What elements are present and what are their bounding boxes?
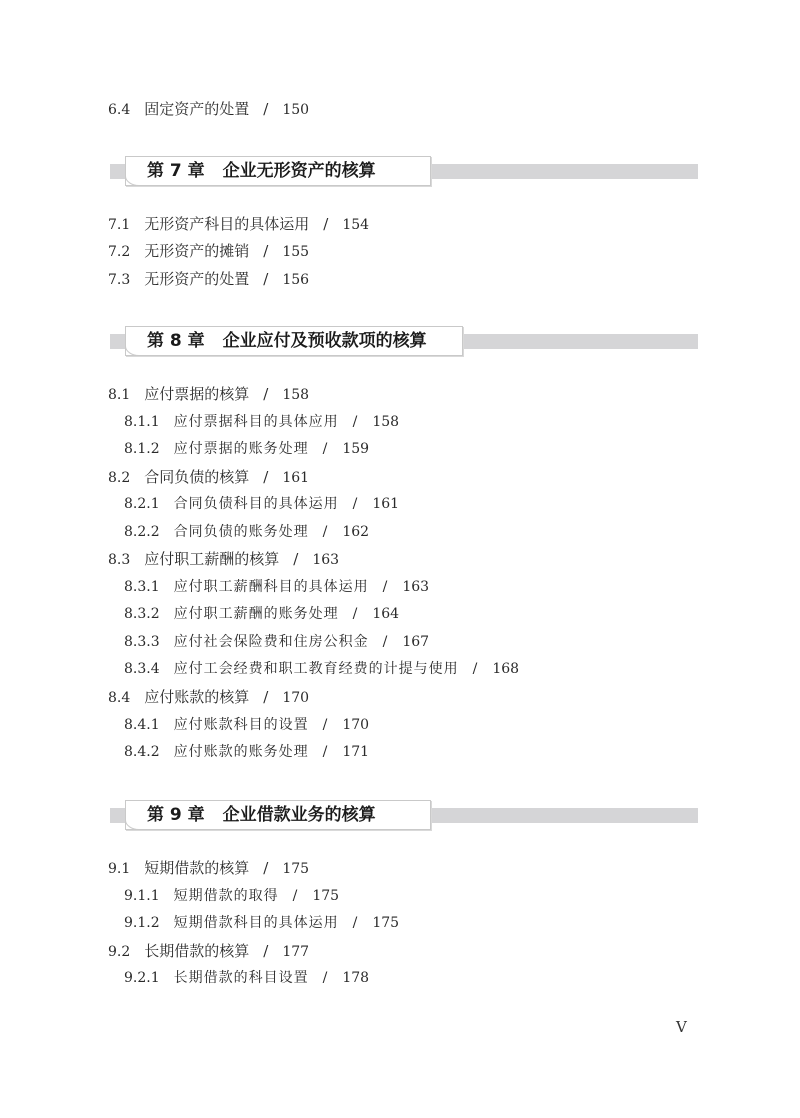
section-title: 固定资产的处置 xyxy=(144,100,250,118)
separator: / xyxy=(472,661,479,677)
toc-entry xyxy=(108,549,339,570)
toc-entry xyxy=(108,99,309,120)
toc-entry xyxy=(108,384,309,405)
chapter-heading-tab xyxy=(125,156,431,186)
separator: / xyxy=(352,915,359,931)
page-number: 175 xyxy=(312,888,340,904)
separator: / xyxy=(263,859,269,877)
section-title: 合同负债的核算 xyxy=(144,468,250,486)
toc-subentry xyxy=(124,494,399,514)
toc-subentry xyxy=(124,604,399,624)
page-number: 156 xyxy=(282,272,310,288)
chapter-label: 第 8 章 xyxy=(147,331,205,351)
toc-subentry xyxy=(124,968,369,988)
page-number: 170 xyxy=(282,690,310,706)
separator: / xyxy=(293,550,299,568)
section-number: 8.3.2 xyxy=(124,606,160,622)
section-title: 短期借款的取得 xyxy=(173,888,279,904)
section-title: 应付职工薪酬的核算 xyxy=(144,550,280,568)
toc-entry xyxy=(108,214,369,235)
section-number: 8.4.1 xyxy=(124,717,160,733)
section-number: 9.1 xyxy=(108,861,131,877)
section-title: 应付职工薪酬的账务处理 xyxy=(173,606,339,622)
chapter-title: 企业借款业务的核算 xyxy=(222,805,376,825)
section-number: 9.2.1 xyxy=(124,970,160,986)
separator: / xyxy=(263,942,269,960)
toc-subentry xyxy=(124,439,369,459)
page-number: 171 xyxy=(342,744,370,760)
separator: / xyxy=(322,441,329,457)
section-number: 8.2 xyxy=(108,470,131,486)
separator: / xyxy=(322,970,329,986)
section-title: 应付账款的核算 xyxy=(144,688,250,706)
section-title: 应付票据科目的具体应用 xyxy=(173,414,339,430)
page-number: 161 xyxy=(372,496,400,512)
page-number: 178 xyxy=(342,970,370,986)
section-number: 6.4 xyxy=(108,102,131,118)
section-number: 8.3 xyxy=(108,552,131,568)
page-number: 168 xyxy=(492,661,520,677)
chapter-heading xyxy=(147,160,376,182)
page-number: 158 xyxy=(372,414,400,430)
separator: / xyxy=(263,242,269,260)
section-number: 8.3.4 xyxy=(124,661,160,677)
page-number: 167 xyxy=(402,634,430,650)
toc-subentry xyxy=(124,886,339,906)
section-number: 8.1.1 xyxy=(124,414,160,430)
page-number: 163 xyxy=(402,579,430,595)
section-title: 应付职工薪酬科目的具体运用 xyxy=(173,579,369,595)
page-number: 154 xyxy=(342,217,370,233)
section-title: 应付工会经费和职工教育经费的计提与使用 xyxy=(173,661,459,677)
section-number: 9.1.2 xyxy=(124,915,160,931)
toc-subentry xyxy=(124,715,369,735)
toc-entry xyxy=(108,467,309,488)
separator: / xyxy=(322,524,329,540)
separator: / xyxy=(263,100,269,118)
section-number: 9.2 xyxy=(108,944,131,960)
section-number: 8.2.2 xyxy=(124,524,160,540)
toc-entry xyxy=(108,269,309,290)
page-curl-decoration xyxy=(125,345,148,356)
separator: / xyxy=(323,215,329,233)
section-number: 7.1 xyxy=(108,217,131,233)
page-number: 162 xyxy=(342,524,370,540)
section-number: 8.4 xyxy=(108,690,131,706)
page-number: 175 xyxy=(282,861,310,877)
toc-entry xyxy=(108,858,309,879)
page-number: 158 xyxy=(282,387,310,403)
section-number: 8.3.1 xyxy=(124,579,160,595)
section-title: 无形资产的摊销 xyxy=(144,242,250,260)
chapter-label: 第 7 章 xyxy=(147,161,205,181)
page-number: 155 xyxy=(282,244,310,260)
toc-subentry xyxy=(124,742,369,762)
chapter-heading xyxy=(147,804,376,826)
chapter-heading-tab xyxy=(125,800,431,830)
page-number: 177 xyxy=(282,944,310,960)
chapter-heading-tab xyxy=(125,326,463,356)
page-number: 150 xyxy=(282,102,310,118)
chapter-heading xyxy=(147,330,427,352)
section-title: 长期借款的核算 xyxy=(144,942,250,960)
toc-subentry xyxy=(124,913,399,933)
section-title: 长期借款的科目设置 xyxy=(173,970,309,986)
section-title: 应付社会保险费和住房公积金 xyxy=(173,634,369,650)
section-title: 无形资产的处置 xyxy=(144,270,250,288)
section-title: 合同负债的账务处理 xyxy=(173,524,309,540)
section-number: 8.1 xyxy=(108,387,131,403)
section-title: 合同负债科目的具体运用 xyxy=(173,496,339,512)
separator: / xyxy=(382,634,389,650)
toc-entry xyxy=(108,687,309,708)
separator: / xyxy=(322,744,329,760)
toc-subentry xyxy=(124,632,429,652)
section-title: 无形资产科目的具体运用 xyxy=(144,215,310,233)
chapter-title: 企业应付及预收款项的核算 xyxy=(222,331,427,351)
page-number: 163 xyxy=(312,552,340,568)
chapter-title: 企业无形资产的核算 xyxy=(222,161,376,181)
separator: / xyxy=(263,688,269,706)
section-title: 短期借款科目的具体运用 xyxy=(173,915,339,931)
page-number: 161 xyxy=(282,470,310,486)
toc-subentry xyxy=(124,659,519,679)
page-curl-decoration xyxy=(125,175,148,186)
separator: / xyxy=(263,385,269,403)
section-title: 短期借款的核算 xyxy=(144,859,250,877)
section-number: 7.3 xyxy=(108,272,131,288)
page-number: 159 xyxy=(342,441,370,457)
separator: / xyxy=(382,579,389,595)
page-curl-decoration xyxy=(125,819,148,830)
section-number: 8.4.2 xyxy=(124,744,160,760)
chapter-label: 第 9 章 xyxy=(147,805,205,825)
section-number: 8.1.2 xyxy=(124,441,160,457)
section-title: 应付账款的账务处理 xyxy=(173,744,309,760)
separator: / xyxy=(263,270,269,288)
separator: / xyxy=(263,468,269,486)
toc-entry xyxy=(108,241,309,262)
separator: / xyxy=(352,496,359,512)
toc-subentry xyxy=(124,412,399,432)
page-number: 175 xyxy=(372,915,400,931)
section-number: 8.3.3 xyxy=(124,634,160,650)
separator: / xyxy=(292,888,299,904)
toc-subentry xyxy=(124,522,369,542)
toc-entry xyxy=(108,941,309,962)
section-title: 应付票据的账务处理 xyxy=(173,441,309,457)
page-number: 164 xyxy=(372,606,400,622)
page-number: 170 xyxy=(342,717,370,733)
section-number: 8.2.1 xyxy=(124,496,160,512)
section-title: 应付票据的核算 xyxy=(144,385,250,403)
section-title: 应付账款科目的设置 xyxy=(173,717,309,733)
section-number: 9.1.1 xyxy=(124,888,160,904)
separator: / xyxy=(352,606,359,622)
section-number: 7.2 xyxy=(108,244,131,260)
separator: / xyxy=(322,717,329,733)
toc-subentry xyxy=(124,577,429,597)
page-folio: V xyxy=(676,1018,687,1036)
separator: / xyxy=(352,414,359,430)
